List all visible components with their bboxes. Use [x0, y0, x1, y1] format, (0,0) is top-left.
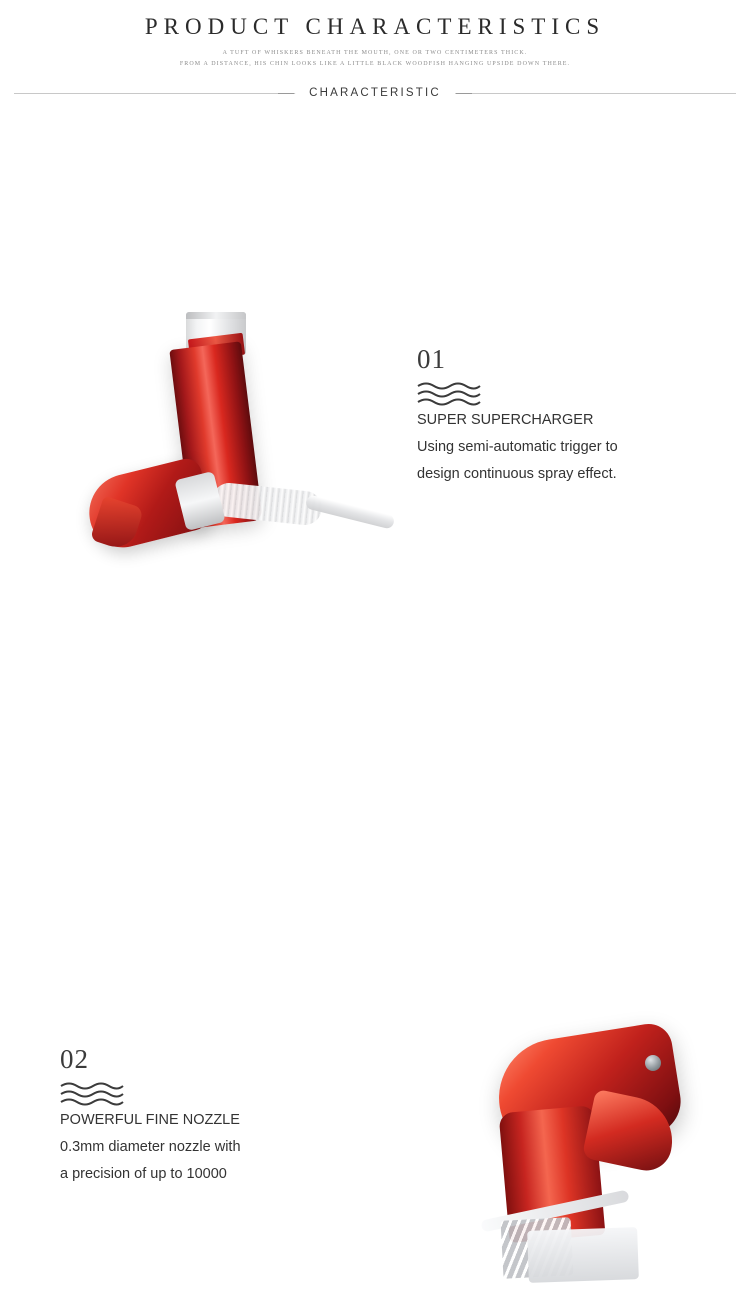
divider-dash-left	[278, 93, 294, 94]
feature-heading-02: POWERFUL FINE NOZZLE	[60, 1112, 240, 1128]
feature-body-01	[417, 407, 717, 488]
feature-number-01: 01	[417, 344, 446, 374]
feature-number-02: 02	[60, 1044, 89, 1074]
wave-divider-icon	[60, 1081, 124, 1107]
page-header	[0, 0, 750, 104]
feature-section-01	[0, 104, 750, 494]
feature-line1-02: 0.3mm diameter nozzle with	[60, 1139, 241, 1155]
page-title: PRODUCT CHARACTERISTICS	[144, 14, 606, 39]
feature-text-block-02	[60, 1044, 360, 1188]
divider-label: CHARACTERISTIC	[295, 84, 455, 102]
feature-section-02	[0, 494, 750, 1182]
section-divider	[0, 84, 750, 104]
nozzle-tip-icon	[645, 1055, 661, 1071]
wave-divider-icon	[417, 381, 481, 407]
header-subtitle	[0, 48, 750, 70]
header-subtitle-line-2: FROM A DISTANCE, HIS CHIN LOOKS LIKE A LITTLE BLACK WOODFISH HANGING UPSIDE DOWN THERE.	[179, 61, 571, 67]
feature-body-02	[60, 1107, 360, 1188]
feature-line2-02: a precision of up to 10000	[60, 1166, 227, 1182]
feature-line1-01: Using semi-automatic trigger to	[417, 439, 618, 455]
feature-heading-01: SUPER SUPERCHARGER	[417, 412, 594, 428]
nozzle-base	[527, 1227, 639, 1283]
feature-line2-01: design continuous spray effect.	[417, 466, 617, 482]
header-subtitle-line-1: A TUFT OF WHISKERS BENEATH THE MOUTH, ONE OR TWO CENTIMETERS THICK.	[222, 50, 528, 56]
divider-dash-right	[456, 93, 472, 94]
feature-text-block-01	[417, 344, 717, 488]
product-image-nozzle-closeup	[470, 1029, 750, 1289]
